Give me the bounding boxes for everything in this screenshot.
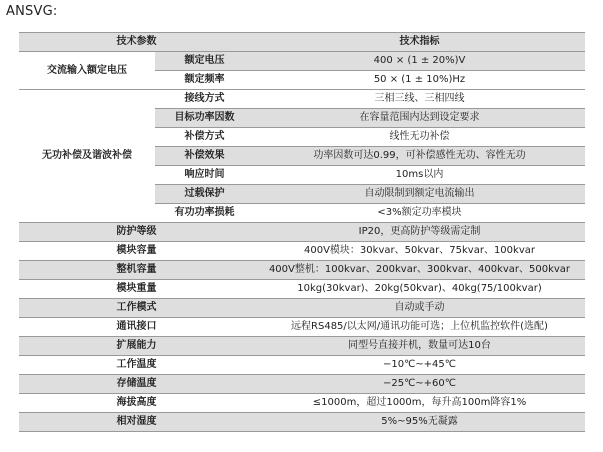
row-value: 自动限制到额定电流输出 [254,185,585,204]
table-row [19,394,585,413]
row-name: 目标功率因数 [155,109,254,128]
row-value: 在容量范围内达到设定要求 [254,109,585,128]
spec-table [19,32,585,432]
row-value: <3%额定功率模块 [254,204,585,223]
row-value: IP20，更高防护等级需定制 [254,223,585,242]
row-name: 相对湿度 [19,413,254,432]
row-value: 400V模块：30kvar、50kvar、75kvar、100kvar [254,242,585,261]
row-value: 三相三线、三相四线 [254,90,585,109]
row-value: −10℃~+45℃ [254,356,585,375]
row-name: 接线方式 [155,90,254,109]
row-value: −25℃~+60℃ [254,375,585,394]
row-name: 模块重量 [19,280,254,299]
table-row [19,337,585,356]
row-name: 防护等级 [19,223,254,242]
header-param: 技术参数 [19,33,254,52]
table-row [19,261,585,280]
page-title: ANSVG: [6,4,58,19]
row-name: 额定频率 [155,71,254,90]
table-row [19,375,585,394]
table-row [19,413,585,432]
row-value: ≤1000m，超过1000m，每升高100m降容1% [254,394,585,413]
row-name: 额定电压 [155,52,254,71]
row-name: 扩展能力 [19,337,254,356]
row-value: 同型号直接并机，数量可达10台 [254,337,585,356]
row-value: 50 × (1 ± 10%)Hz [254,71,585,90]
table-row [19,299,585,318]
row-name: 工作模式 [19,299,254,318]
row-value: 线性无功补偿 [254,128,585,147]
row-name: 有功功率损耗 [155,204,254,223]
table-row [19,318,585,337]
row-name: 响应时间 [155,166,254,185]
row-name: 通讯接口 [19,318,254,337]
row-value: 功率因数可达0.99，可补偿感性无功、容性无功 [254,147,585,166]
table-header-row [19,33,585,52]
table-row [19,280,585,299]
row-name: 过载保护 [155,185,254,204]
table-row [19,242,585,261]
group-label-input-voltage: 交流输入额定电压 [19,52,155,90]
table-row [19,356,585,375]
row-name: 整机容量 [19,261,254,280]
row-name: 存储温度 [19,375,254,394]
row-value: 400V整机：100kvar、200kvar、300kvar、400kvar、500kvar [254,261,585,280]
row-value: 400 × (1 ± 20%)V [254,52,585,71]
row-name: 补偿方式 [155,128,254,147]
row-name: 海拔高度 [19,394,254,413]
header-spec: 技术指标 [254,33,585,52]
row-name: 补偿效果 [155,147,254,166]
row-value: 10ms以内 [254,166,585,185]
row-value: 自动或手动 [254,299,585,318]
row-name: 模块容量 [19,242,254,261]
table-row [19,223,585,242]
row-value: 5%~95%无凝露 [254,413,585,432]
table-row [19,90,585,109]
table-row [19,52,585,71]
row-name: 工作温度 [19,356,254,375]
group-label-reactive-compensation: 无功补偿及谐波补偿 [19,90,155,223]
row-value: 远程RS485/以太网/通讯功能可选；上位机监控软件(选配) [254,318,585,337]
row-value: 10kg(30kvar)、20kg(50kvar)、40kg(75/100kvar) [254,280,585,299]
